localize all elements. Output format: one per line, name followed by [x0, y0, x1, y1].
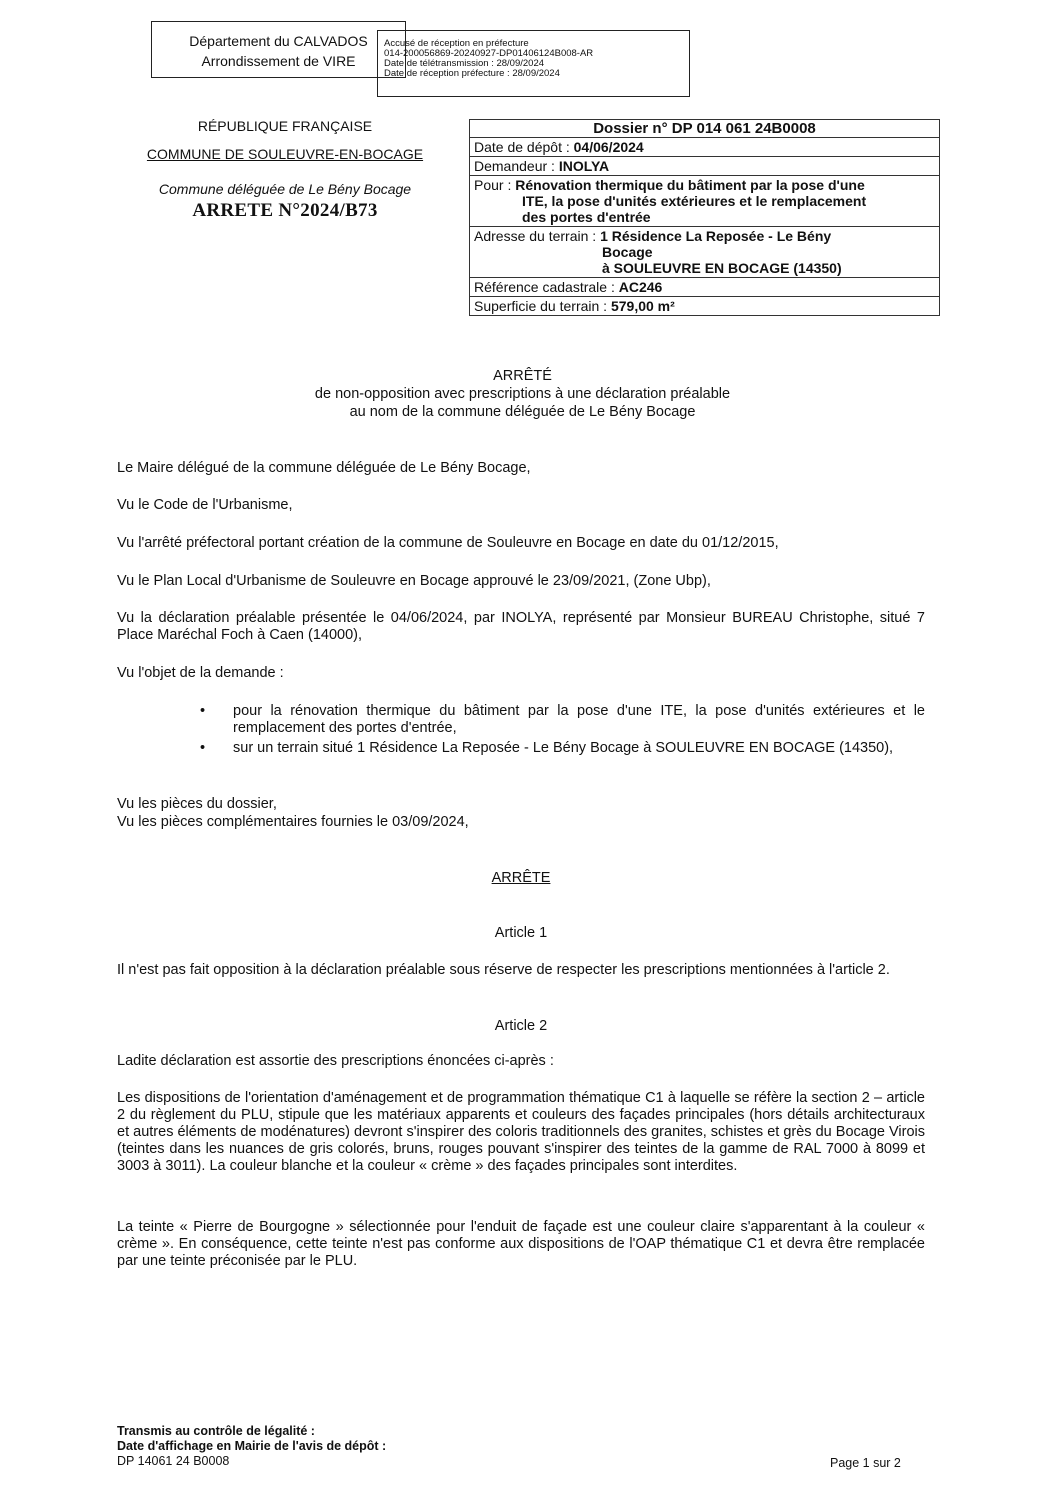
reception-stamp — [377, 30, 690, 97]
title-line-2: de non-opposition avec prescriptions à une déclaration préalable — [314, 386, 731, 402]
arrete-heading — [117, 870, 925, 886]
vu-code-urbanisme: Vu le Code de l'Urbanisme, — [117, 497, 293, 513]
adresse-label: Adresse du terrain : — [474, 228, 601, 244]
stamp-line-1: Accusé de réception en préfecture — [384, 38, 529, 49]
article-2-title: Article 2 — [494, 1018, 548, 1034]
stamp-line-4: Date de réception préfecture : 28/09/2024 — [384, 68, 560, 79]
title-arrete: ARRÊTÉ — [493, 368, 552, 384]
document-title — [200, 367, 845, 421]
list-item: • pour la rénovation thermique du bâtiment par la pose d'une ITE, la pose d'unités extérieures et le remplacement des portes d'entrée, — [200, 703, 925, 737]
page-number: Page 1 sur 2 — [830, 1456, 901, 1470]
stamp-line-3: Date de télétransmission : 28/09/2024 — [384, 58, 545, 69]
adresse-value-1: 1 Résidence La Reposée - Le Bény — [600, 228, 832, 244]
demandeur-label: Demandeur : — [474, 158, 559, 174]
superficie-row — [470, 297, 940, 316]
pour-row — [470, 176, 940, 227]
pour-value-3: des portes d'entrée — [522, 209, 651, 225]
maire-line: Le Maire délégué de la commune déléguée de Le Bény Bocage, — [117, 460, 531, 476]
superficie-value: 579,00 m² — [610, 298, 675, 314]
department-header-box — [151, 21, 406, 78]
dossier-info-table — [469, 119, 940, 316]
pour-label: Pour : — [474, 177, 516, 193]
article-1-title: Article 1 — [494, 925, 548, 941]
footer — [117, 1424, 386, 1469]
demandeur-row — [470, 157, 940, 176]
vu-plu: Vu le Plan Local d'Urbanisme de Souleuvre en Bocage approuvé le 23/09/2021, (Zone Ubp), — [117, 573, 711, 589]
article-2-paragraph-2: La teinte « Pierre de Bourgogne » sélectionnée pour l'enduit de façade est une couleur claire s'apparentant à la couleur « crème ». En conséquence, cette teinte n'est pas conforme aux dispositions de l'OAP thématique C1 et devra être remplacée par une teinte préconisée par le PLU. — [117, 1219, 925, 1269]
article-2-paragraph-1: Les dispositions de l'orientation d'aménagement et de programmation thématique C1 à laquelle se réfère la section 2 – article 2 du règlement du PLU, stipule que les matériaux apparents et couleurs des façades principales (hors détails architecturaux et autres éléments de modénatures) devront s'inspirer des coloris traditionnels des granites, schistes et grès du Bocage Virois (teintes dans les nuances de gris colorés, bruns, rouges pouvant s'inspirer des teintes de la gamme de RAL 7000 à 8099 et 3003 à 3011). La couleur blanche et la couleur « crème » des façades principales sont interdites. — [117, 1090, 925, 1174]
list-item: • sur un terrain situé 1 Résidence La Reposée - Le Bény Bocage à SOULEUVRE EN BOCAGE (14350), — [200, 740, 925, 757]
demandeur-value: INOLYA — [558, 158, 610, 174]
vu-pieces: Vu les pièces du dossier, — [117, 796, 277, 812]
article-1-text: Il n'est pas fait opposition à la déclaration préalable sous réserve de respecter les prescriptions mentionnées à l'article 2. — [117, 962, 890, 978]
vu-declaration: Vu la déclaration préalable présentée le 04/06/2024, par INOLYA, représenté par Monsieur BUREAU Christophe, situé 7 Place Maréchal Foch à Caen (14000), — [117, 610, 925, 643]
dossier-row — [470, 120, 940, 138]
cadastre-label: Référence cadastrale : — [474, 279, 619, 295]
date-row — [470, 138, 940, 157]
date-label: Date de dépôt : — [474, 139, 574, 155]
arrete-number: ARRETE N°2024/B73 — [192, 200, 378, 221]
vu-arrete-prefectoral: Vu l'arrêté préfectoral portant création de la commune de Souleuvre en Bocage en date du 01/12/2015, — [117, 535, 779, 551]
adresse-value-2: Bocage — [602, 244, 653, 260]
commune-name: COMMUNE DE SOULEUVRE-EN-BOCAGE — [146, 146, 424, 162]
pour-value-1: Rénovation thermique du bâtiment par la pose d'une — [515, 177, 865, 193]
superficie-label: Superficie du terrain : — [474, 298, 611, 314]
objet-list — [200, 703, 925, 760]
commune-deleguee: Commune déléguée de Le Bény Bocage — [158, 181, 412, 197]
commune-header — [120, 118, 450, 222]
adresse-value-3: à SOULEUVRE EN BOCAGE (14350) — [602, 260, 842, 276]
arrete-heading-text: ARRÊTE — [491, 870, 551, 886]
footer-affichage: Date d'affichage en Mairie de l'avis de dépôt : — [117, 1439, 387, 1453]
pour-value-2: ITE, la pose d'unités extérieures et le remplacement — [522, 193, 867, 209]
vu-pieces-complementaires: Vu les pièces complémentaires fournies le 03/09/2024, — [117, 814, 469, 830]
republique-label: RÉPUBLIQUE FRANÇAISE — [197, 118, 373, 134]
title-line-3: au nom de la commune déléguée de Le Bény Bocage — [349, 404, 696, 420]
article-2-intro: Ladite déclaration est assortie des prescriptions énoncées ci-après : — [117, 1053, 554, 1069]
arrondissement-line: Arrondissement de VIRE — [201, 53, 356, 69]
adresse-row — [470, 227, 940, 278]
footer-dossier-ref: DP 14061 24 B0008 — [117, 1454, 230, 1468]
dossier-number: Dossier n° DP 014 061 24B0008 — [470, 120, 940, 138]
footer-controle: Transmis au contrôle de légalité : — [117, 1424, 315, 1438]
cadastre-value: AC246 — [618, 279, 663, 295]
stamp-line-2: 014-200056869-20240927-DP01406124B008-AR — [384, 48, 594, 59]
cadastre-row — [470, 278, 940, 297]
department-line: Département du CALVADOS — [189, 33, 368, 49]
date-value: 04/06/2024 — [573, 139, 644, 155]
vu-objet: Vu l'objet de la demande : — [117, 665, 284, 681]
